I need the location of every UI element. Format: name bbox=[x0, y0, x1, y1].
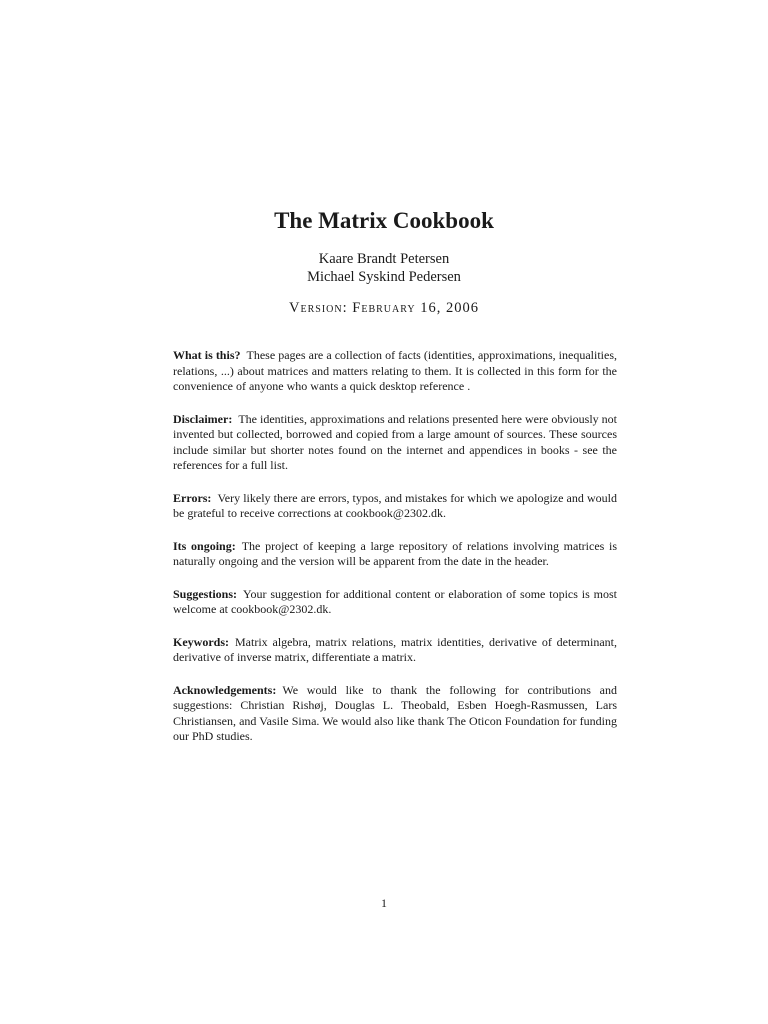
page-number: 1 bbox=[381, 896, 387, 910]
section-heading: Errors: bbox=[173, 490, 212, 505]
section-keywords bbox=[173, 635, 617, 666]
section-disclaimer bbox=[173, 412, 617, 474]
title-block bbox=[0, 206, 768, 317]
author-name: Kaare Brandt Petersen bbox=[318, 251, 450, 267]
section-text: Very likely there are errors, typos, and mistakes for which we apologize and would be grateful to receive corrections at cookbook@2302.dk. bbox=[173, 490, 617, 520]
section-heading: Disclaimer: bbox=[173, 411, 233, 426]
section-text: The project of keeping a large repository of relations involving matrices is naturally ongoing and the version will be apparent from the date in the header. bbox=[173, 538, 618, 568]
document-body bbox=[173, 348, 617, 762]
author-name: Michael Syskind Pedersen bbox=[307, 269, 461, 285]
document-title: The Matrix Cookbook bbox=[274, 208, 494, 233]
section-heading: Its ongoing: bbox=[173, 538, 236, 553]
section-heading: Acknowledgements: bbox=[173, 682, 277, 697]
section-heading: What is this? bbox=[173, 348, 241, 362]
section-heading: Suggestions: bbox=[173, 586, 238, 601]
section-what-is-this bbox=[173, 348, 617, 395]
section-ongoing bbox=[173, 539, 617, 570]
section-text: We would like to thank the following for contributions and suggestions: Christian Rishøj, Douglas L. Theobald, Esben Hoegh-Rasmussen, Lars Christiansen, and Vasile Sima. We would also like thank The Oticon Foundation for funding our PhD studies. bbox=[173, 682, 617, 743]
section-heading: Keywords: bbox=[173, 634, 229, 649]
section-text: These pages are a collection of facts (identities, approximations, inequalities, relations, ...) about matrices and matters relating to them. It is collected in this form for the convenience of anyone who wants a quick desktop reference . bbox=[173, 348, 617, 393]
author-list bbox=[0, 250, 768, 286]
section-errors bbox=[173, 491, 617, 522]
section-text: The identities, approximations and relations presented here were obviously not invented but collected, borrowed and copied from a large amount of sources. These sources include similar but shorter notes found on the internet and appendices in books - see the references for a full list. bbox=[173, 411, 617, 472]
section-text: Matrix algebra, matrix relations, matrix identities, derivative of determinant, derivative of inverse matrix, differentiate a matrix. bbox=[173, 634, 617, 664]
section-text: Your suggestion for additional content or elaboration of some topics is most welcome at cookbook@2302.dk. bbox=[173, 586, 617, 616]
version-line: Version: February 16, 2006 bbox=[289, 300, 479, 316]
section-acknowledgements bbox=[173, 683, 617, 745]
section-suggestions bbox=[173, 587, 617, 618]
